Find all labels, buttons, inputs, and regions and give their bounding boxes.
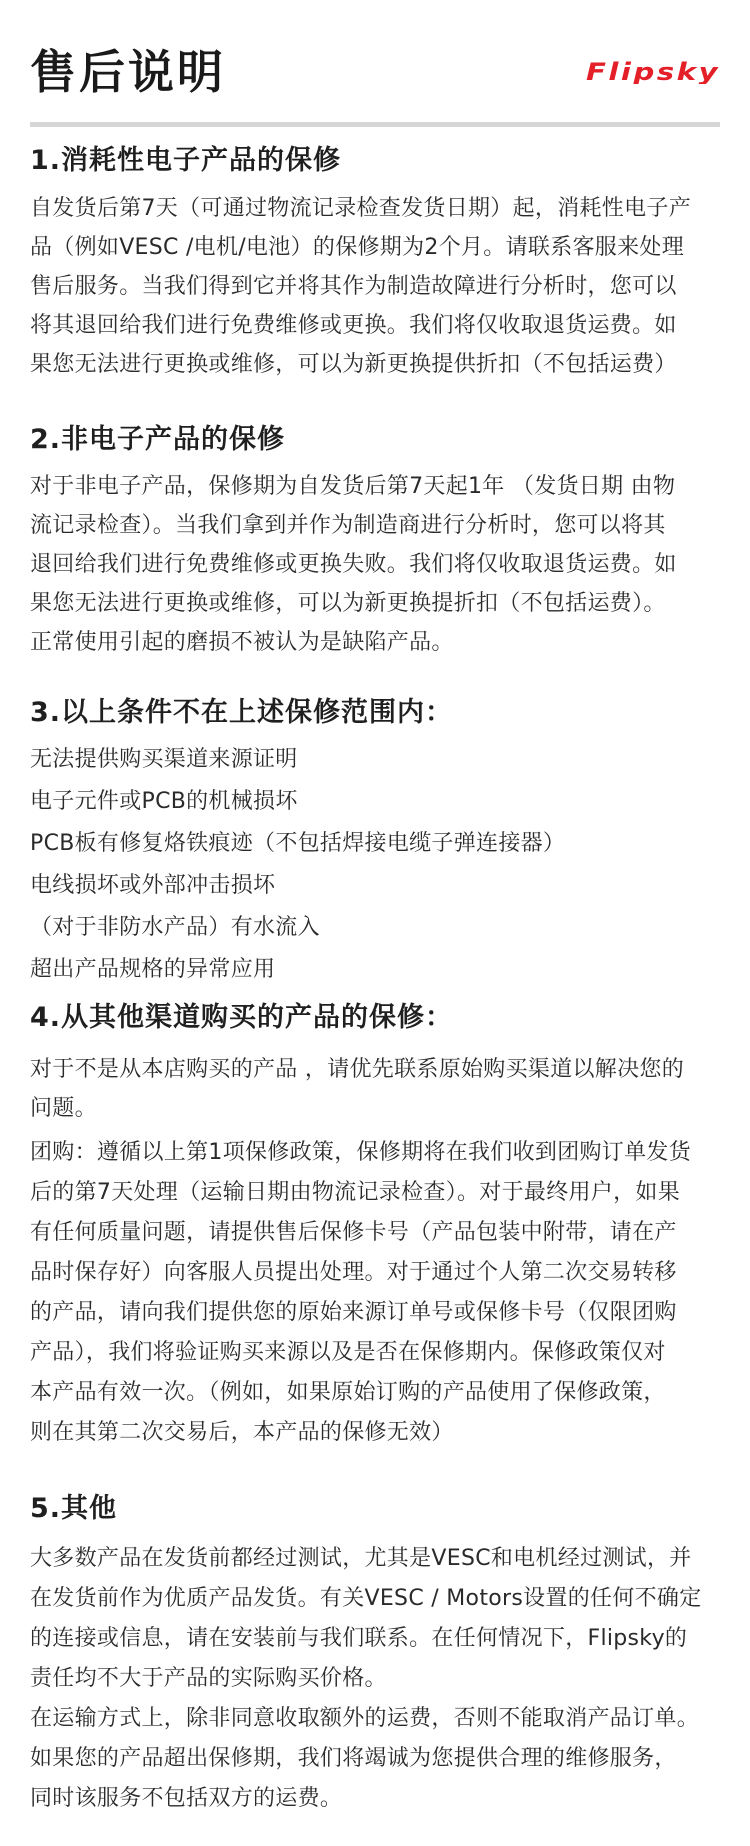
section-heading: 1.消耗性电子产品的保修 bbox=[30, 145, 342, 176]
section-text-line: 的连接或信息，请在安装前与我们联系。在任何情况下，Flipsky的 bbox=[30, 1626, 688, 1651]
section-text-line: 售后服务。当我们得到它并将其作为制造故障进行分析时，您可以 bbox=[30, 274, 677, 299]
section-text-line: 团购：遵循以上第1项保修政策，保修期将在我们收到团购订单发货 bbox=[30, 1140, 691, 1165]
section-heading: 5.其他 bbox=[30, 1493, 118, 1524]
section-text-line: 同时该服务不包括双方的运费。 bbox=[30, 1786, 343, 1811]
section-text-line: 在运输方式上，除非同意收取额外的运费，否则不能取消产品订单。 bbox=[30, 1706, 700, 1731]
list-item: 电子元件或PCB的机械损坏 bbox=[30, 789, 298, 814]
section-text-line: 后的第7天处理（运输日期由物流记录检查）。对于最终用户，如果 bbox=[30, 1180, 680, 1205]
section-text-line: 退回给我们进行免费维修或更换失败。我们将仅收取退货运费。如 bbox=[30, 552, 677, 577]
section-text-line: 如果您的产品超出保修期，我们将竭诚为您提供合理的维修服务， bbox=[30, 1746, 677, 1771]
section-heading: 4.从其他渠道购买的产品的保修： bbox=[30, 1002, 454, 1033]
page-title: 售后说明 bbox=[30, 45, 226, 99]
list-item: （对于非防水产品）有水流入 bbox=[30, 915, 320, 940]
section-text-line: 流记录检查）。当我们拿到并作为制造商进行分析时，您可以将其 bbox=[30, 513, 666, 538]
svg-text:Flipsky: Flipsky bbox=[586, 58, 720, 84]
section-text-line: 责任均不大于产品的实际购买价格。 bbox=[30, 1666, 387, 1691]
section-text-line: 本产品有效一次。（例如，如果原始订购的产品使用了保修政策， bbox=[30, 1380, 666, 1405]
section-text-line: 果您无法进行更换或维修，可以为新更换提供折扣（不包括运费） bbox=[30, 352, 677, 377]
section-text-line: 正常使用引起的磨损不被认为是缺陷产品。 bbox=[30, 630, 454, 655]
section-text-line: 自发货后第7天（可通过物流记录检查发货日期）起，消耗性电子产 bbox=[30, 196, 691, 221]
list-item: PCB板有修复烙铁痕迹（不包括焊接电缆子弹连接器） bbox=[30, 831, 566, 856]
section-text-line: 将其退回给我们进行免费维修或更换。我们将仅收取退货运费。如 bbox=[30, 313, 677, 338]
section-text-line: 的产品，请向我们提供您的原始来源订单号或保修卡号（仅限团购 bbox=[30, 1300, 677, 1325]
section-text-line: 在发货前作为优质产品发货。有关VESC / Motors设置的任何不确定 bbox=[30, 1586, 702, 1611]
section-text-line: 果您无法进行更换或维修，可以为新更换提折扣（不包括运费）。 bbox=[30, 591, 666, 616]
header bbox=[0, 0, 750, 122]
section-text-line: 品时保存好）向客服人员提出处理。对于通过个人第二次交易转移 bbox=[30, 1260, 677, 1285]
section-text-line: 产品），我们将验证购买来源以及是否在保修期内。保修政策仅对 bbox=[30, 1340, 666, 1365]
section-text-line: 则在其第二次交易后，本产品的保修无效） bbox=[30, 1420, 454, 1445]
section-text-line: 问题。 bbox=[30, 1096, 97, 1121]
section-text-line: 对于非电子产品，保修期为自发货后第7天起1年 （发货日期 由物 bbox=[30, 474, 676, 499]
header-divider bbox=[30, 122, 720, 127]
list-item: 电线损坏或外部冲击损坏 bbox=[30, 873, 276, 898]
list-item: 无法提供购买渠道来源证明 bbox=[30, 747, 298, 772]
section-text-line: 大多数产品在发货前都经过测试，尤其是VESC和电机经过测试，并 bbox=[30, 1546, 692, 1571]
section-heading: 3.以上条件不在上述保修范围内： bbox=[30, 697, 454, 728]
list-item: 超出产品规格的异常应用 bbox=[30, 957, 276, 982]
flipsky-logo bbox=[585, 58, 721, 84]
section-text-line: 对于不是从本店购买的产品 ，请优先联系原始购买渠道以解决您的 bbox=[30, 1057, 684, 1082]
section-heading: 2.非电子产品的保修 bbox=[30, 424, 286, 455]
section-text-line: 品（例如VESC /电机/电池）的保修期为2个月。请联系客服来处理 bbox=[30, 235, 684, 260]
section-text-line: 有任何质量问题，请提供售后保修卡号（产品包装中附带，请在产 bbox=[30, 1220, 677, 1245]
